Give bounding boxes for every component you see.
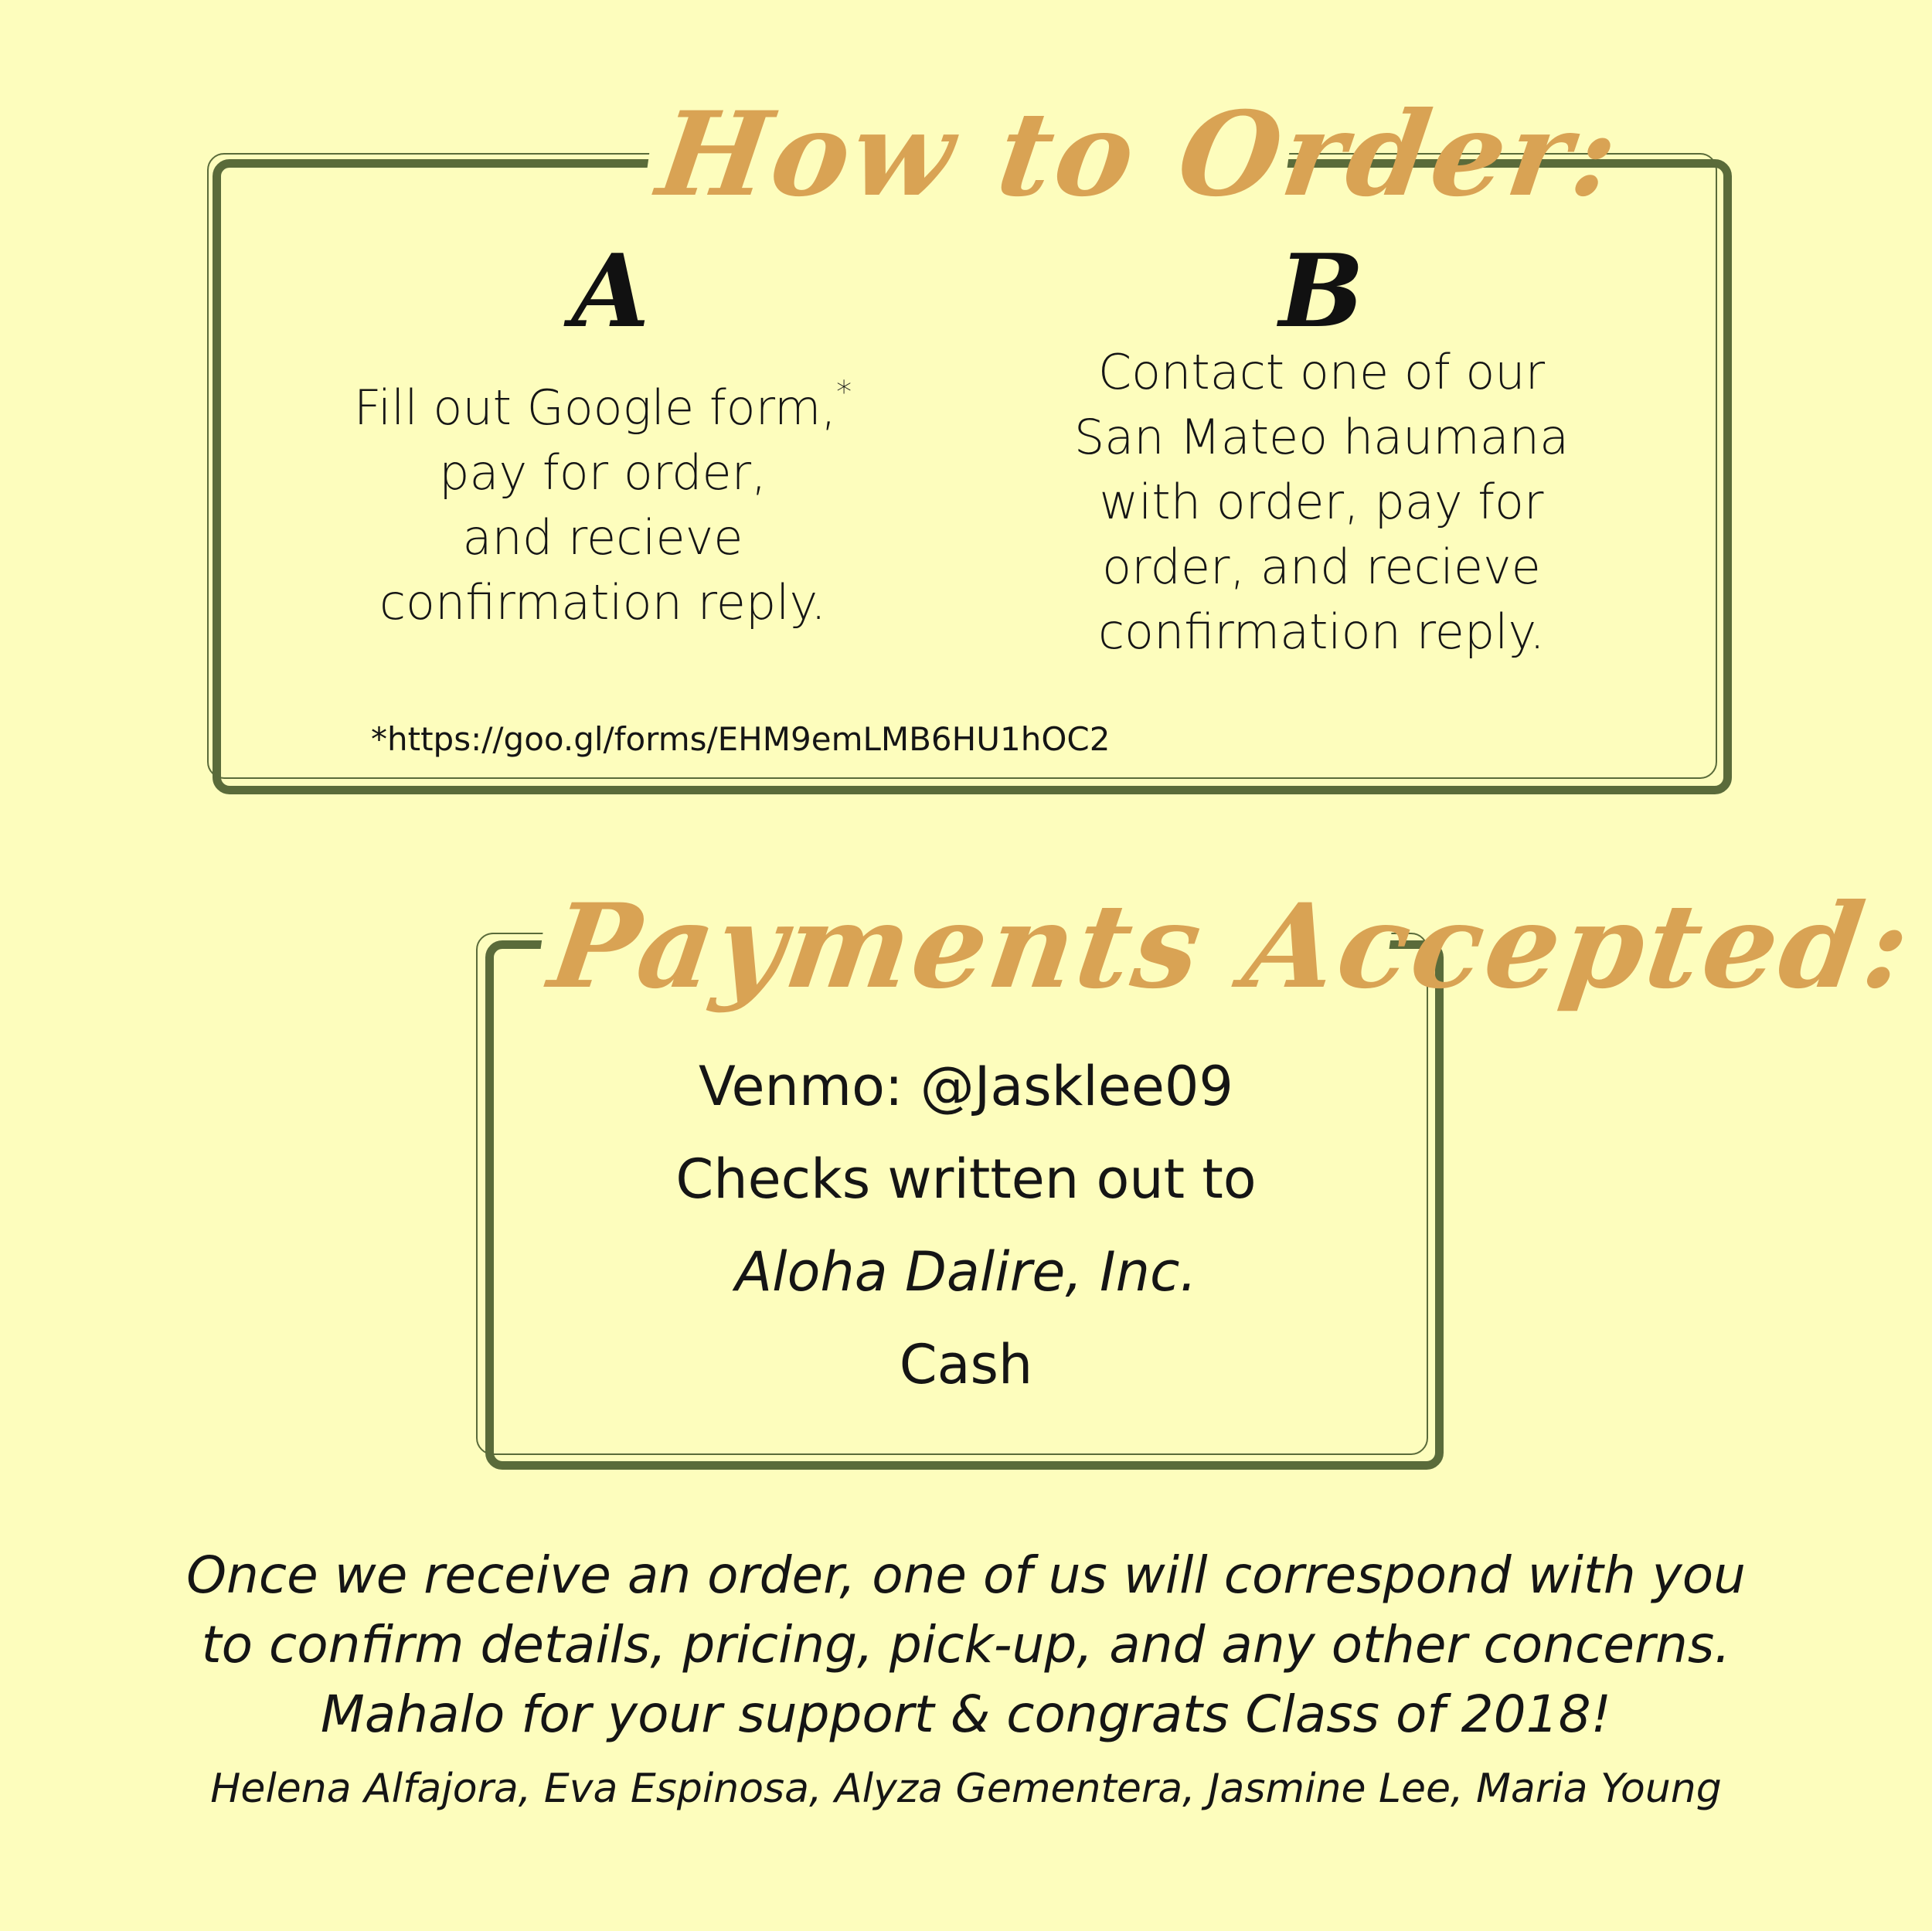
closing-line-3: Mahalo for your support & congrats Class of 2018! xyxy=(320,1685,1612,1744)
option-b-line-4: order, and recieve xyxy=(1102,539,1541,595)
checks-label: Checks written out to xyxy=(675,1147,1257,1211)
footnote-marker: * xyxy=(836,375,852,410)
closing-line-2: to confirm details, pricing, pick-up, and any other concerns. xyxy=(201,1615,1731,1674)
order-title: How to Order: xyxy=(641,97,1297,212)
payments-title: Payments Accepted: xyxy=(532,889,1397,1005)
google-form-link[interactable]: *https://goo.gl/forms/EHM9emLMB6HU1hOC2 xyxy=(371,720,1111,758)
team-names: Helena Alfajora, Eva Espinosa, Alyza Gementera, Jasmine Lee, Maria Young xyxy=(210,1766,1722,1812)
option-a-line-2: pay for order, xyxy=(439,444,767,501)
option-b-line-3: with order, pay for xyxy=(1099,474,1544,530)
closing-line-1: Once we receive an order, one of us will correspond with you xyxy=(186,1545,1746,1605)
cash-option: Cash xyxy=(899,1333,1033,1396)
venmo-handle: Venmo: @Jasklee09 xyxy=(699,1055,1233,1118)
option-a-line-1: Fill out Google form,* xyxy=(353,375,852,436)
option-b-line-2: San Mateo haumana xyxy=(1073,409,1570,465)
option-a-letter: A xyxy=(571,232,650,350)
option-a-line-4: confirmation reply. xyxy=(379,574,827,631)
option-a-line-3: and recieve xyxy=(462,509,743,566)
option-a-text xyxy=(294,360,912,635)
option-b-line-5: confirmation reply. xyxy=(1097,603,1546,660)
checks-payee: Aloha Dalire, Inc. xyxy=(735,1240,1197,1304)
option-b-line-1: Contact one of our xyxy=(1097,344,1546,400)
option-b-text xyxy=(1012,340,1631,665)
option-b-letter: B xyxy=(1279,232,1364,350)
